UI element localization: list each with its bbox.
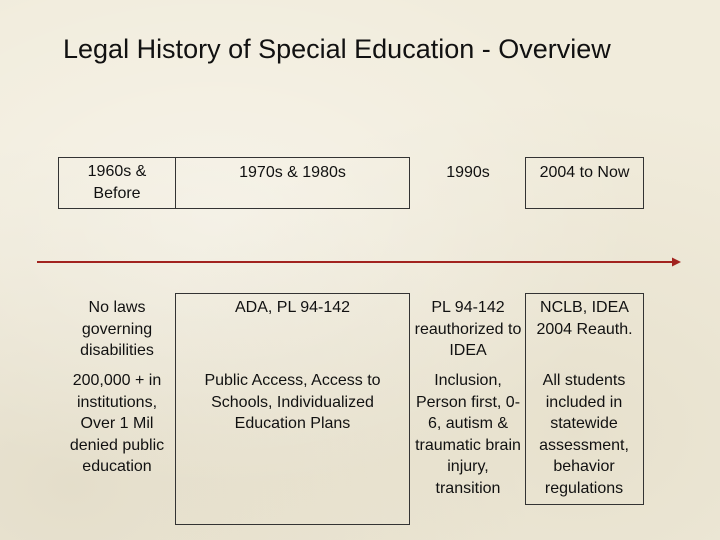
- page-title: Legal History of Special Education - Overview: [63, 34, 611, 64]
- details-1990s: Inclusion, Person first, 0-6, autism & traumatic brain injury, transition: [415, 372, 521, 497]
- details-2004: All students included in statewide assessment, behavior regulations: [539, 372, 629, 497]
- period-header-1960s: 1960s & Before: [87, 163, 147, 202]
- laws-1960s: No laws governing disabilities: [80, 299, 154, 359]
- details-1970s: Public Access, Access to Schools, Individualized Education Plans: [204, 372, 381, 432]
- laws-2004: NCLB, IDEA 2004 Reauth.: [536, 299, 633, 338]
- period-header-1990s: 1990s: [446, 164, 490, 181]
- details-1960s: 200,000 + in institutions, Over 1 Mil denied public education: [69, 372, 165, 475]
- period-header-2004: 2004 to Now: [539, 164, 630, 181]
- laws-1970s: ADA, PL 94-142: [234, 299, 351, 316]
- laws-1990s: PL 94-142 reauthorized to IDEA: [414, 299, 522, 359]
- period-header-1970s: 1970s & 1980s: [239, 164, 346, 181]
